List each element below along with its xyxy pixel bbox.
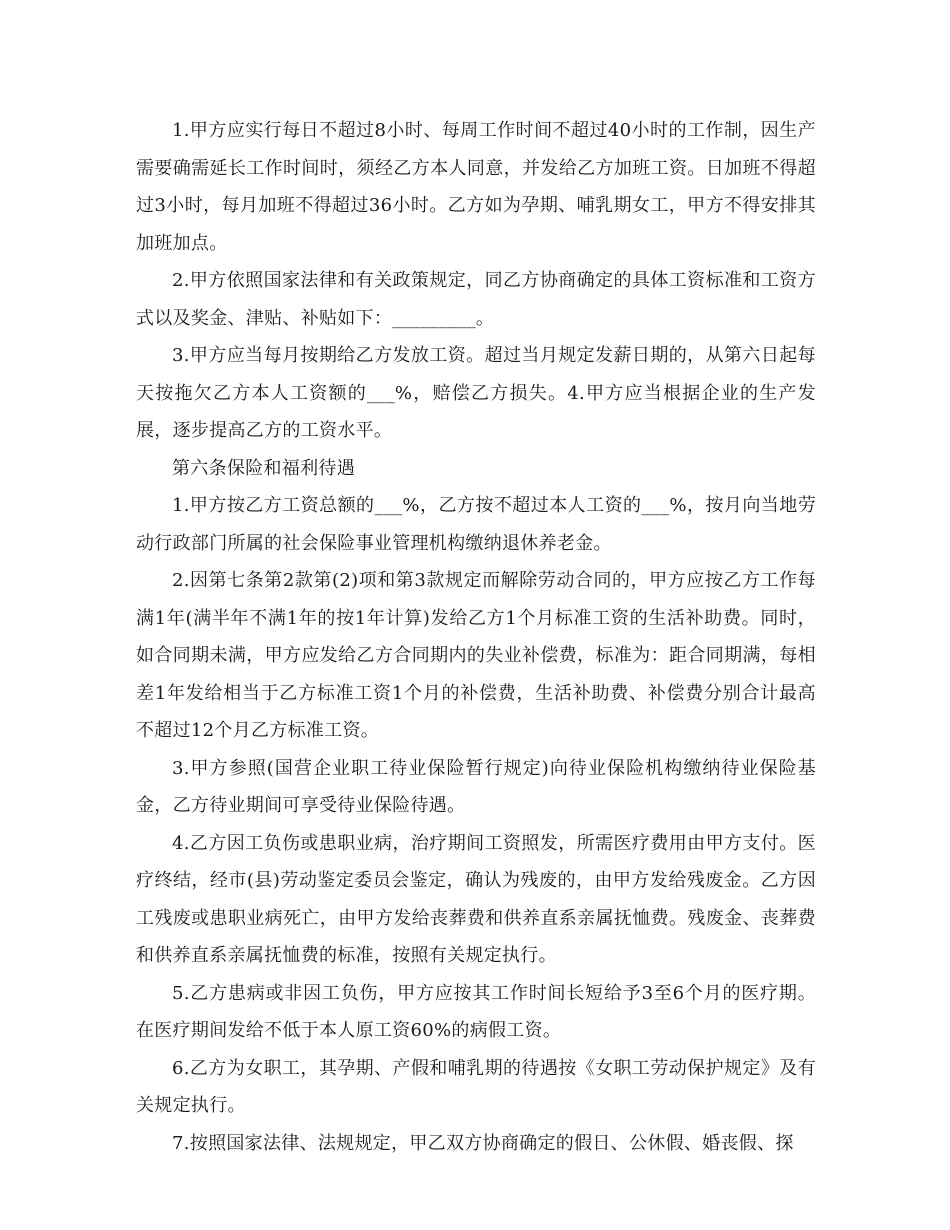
paragraph-living-subsidy: 2.因第七条第2款第(2)项和第3款规定而解除劳动合同的，甲方应按乙方工作每满1年(满半年不满1年的按1年计算)发给乙方1个月标准工资的生活补助费。同时，如合同期未满，甲方应发给乙方合同期内的失业补偿费，标准为：距合同期满，每相差1年发给相当于乙方标准工资1个月的补偿费，生活补助费、补偿费分别合计最高不超过12个月乙方标准工资。 xyxy=(136,570,816,741)
paragraph-sick-leave: 5.乙方患病或非因工负伤，甲方应按其工作时间长短给予3至6个月的医疗期。在医疗期间发给不低于本人原工资60%的病假工资。 xyxy=(136,982,816,1041)
paragraph-wage-standard: 2.甲方依照国家法律和有关政策规定，同乙方协商确定的具体工资标准和工资方式以及奖金、津贴、补贴如下：_________。 xyxy=(136,270,816,329)
section-heading-insurance-welfare: 第六条保险和福利待遇 xyxy=(172,457,355,479)
document-body xyxy=(136,112,816,1162)
paragraph-unemployment-insurance: 3.甲方参照(国营企业职工待业保险暂行规定)向待业保险机构缴纳待业保险基金，乙方待业期间可享受待业保险待遇。 xyxy=(136,757,816,816)
paragraph-pension: 1.甲方按乙方工资总额的___%，乙方按不超过本人工资的___%，按月向当地劳动行政部门所属的社会保险事业管理机构缴纳退休养老金。 xyxy=(136,495,816,554)
paragraph-work-injury: 4.乙方因工负伤或患职业病，治疗期间工资照发，所需医疗费用由甲方支付。医疗终结，经市(县)劳动鉴定委员会鉴定，确认为残废的，由甲方发给残废金。乙方因工残废或患职业病死亡，由甲方发给丧葬费和供养直系亲属抚恤费。残废金、丧葬费和供养直系亲属抚恤费的标准，按照有关规定执行。 xyxy=(136,832,816,966)
paragraph-overtime-rules: 1.甲方应实行每日不超过8小时、每周工作时间不超过40小时的工作制，因生产需要确需延长工作时间时，须经乙方本人同意，并发给乙方加班工资。日加班不得超过3小时，每月加班不得超过36小时。乙方如为孕期、哺乳期女工，甲方不得安排其加班加点。 xyxy=(136,120,816,254)
paragraph-wage-payment: 3.甲方应当每月按期给乙方发放工资。超过当月规定发薪日期的，从第六日起每天按拖欠乙方本人工资额的___%，赔偿乙方损失。4.甲方应当根据企业的生产发展，逐步提高乙方的工资水平。 xyxy=(136,345,816,441)
paragraph-female-workers: 6.乙方为女职工，其孕期、产假和哺乳期的待遇按《女职工劳动保护规定》及有关规定执行。 xyxy=(136,1057,816,1116)
paragraph-holidays: 7.按照国家法律、法规规定，甲乙双方协商确定的假日、公休假、婚丧假、探 xyxy=(172,1132,794,1154)
